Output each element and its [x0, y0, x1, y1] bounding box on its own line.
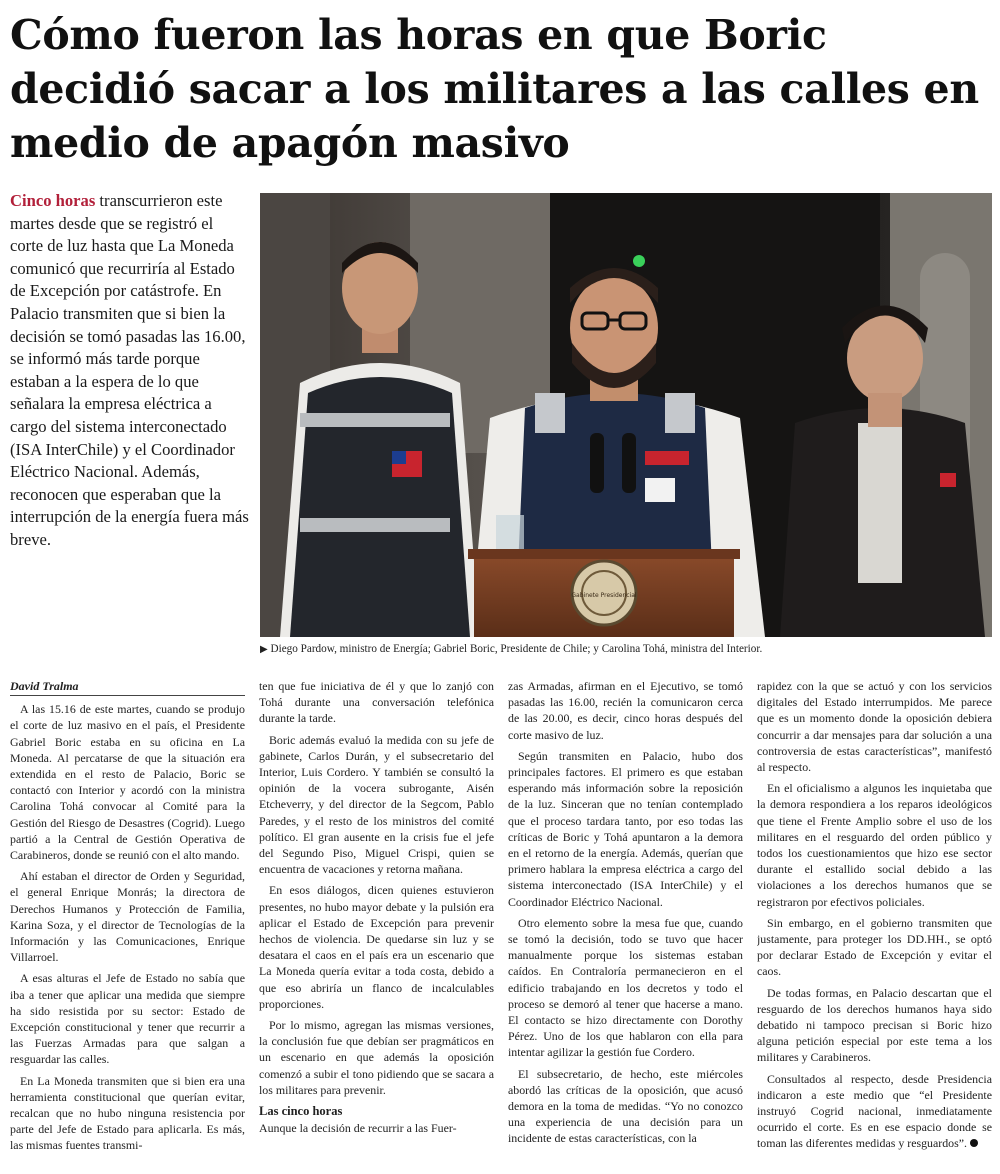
caption-text: Diego Pardow, ministro de Energía; Gabriel Boric, Presidente de Chile; y Carolina Tohá, ministra del Interior. [270, 643, 763, 655]
podium [468, 549, 740, 637]
article-column-3 [508, 678, 743, 1168]
paragraph: A esas alturas el Jefe de Estado no sabía que iba a tener que aplicar una medida que siempre ha sido resistida por su sector: Estado de Excepción constitucional y tener que recurrir a las Fuerzas Armadas para que salgan a resguardar las calles. [10, 971, 245, 1067]
lede-text: transcurrieron este martes desde que se registró el corte de luz hasta que La Moneda comunicó que recurriría al Estado de Excepción por catástrofe. En Palacio transmiten que si bien la decisión se tomó pasadas las 16.00, se informó más tarde porque estaban a la espera de lo que señalara la empresa eléctrica a cargo del sistema interconectado (ISA InterChile) y el Coordinador Eléctrico Nacional. Además, reconocen que esperaban que la interrupción de la energía fuera más breve. [10, 191, 249, 549]
green-light [633, 255, 645, 267]
paragraph: En el oficialismo a algunos les inquietaba que la demora respondiera a los reparos ideológicos que tiene el Frente Amplio sobre el uso de los militares en el resguardo del orden público y todos los cuestionamientos que hizo ese sector durante el estallido social debido a las violaciones a los derechos humanos que se registraron por efectivos policiales. [757, 781, 992, 909]
paragraph: Aunque la decisión de recurrir a las Fuer- [259, 1121, 457, 1136]
paragraph: Boric además evaluó la medida con su jefe de gabinete, Carlos Durán, y el subsecretario del Interior, Luis Cordero. Y también se consultó la opinión de la vocera subrogante, Aisén Etcheverry, y del director de la Segcom, Pablo Paredes, y el resto de los ministros del comité político. El gran ausente en la crisis fue el jefe del Segundo Piso, Miguel Crispi, quien se encuentra de vacaciones y retorna mañana. [259, 732, 494, 877]
subhead: Las cinco horas [259, 1104, 343, 1119]
end-mark-icon [970, 1139, 978, 1147]
paragraph: ten que fue iniciativa de él y que lo zanjó con Tohá durante una conversación telefónica durante la tarde. [259, 679, 494, 726]
paragraph: Por lo mismo, agregan las mismas versiones, la conclusión fue que debían ser pragmáticos en un escenario en que además la oposición comenzó a subir el tono pidiendo que se sacara a los militares para prevenir. [259, 1018, 494, 1097]
lede-kicker: Cinco horas [10, 191, 96, 210]
paragraph: Ahí estaban el director de Orden y Seguridad, el general Enrique Monrás; la directora de Derechos Humanos y Protección de Familia, Karina Soza, y el director de Tecnologías de la Información y las Comunicaciones, Enrique Villarroel. [10, 869, 245, 965]
paragraph [757, 1071, 992, 1152]
article-column-1 [10, 678, 245, 1168]
lede-paragraph [10, 190, 250, 552]
paragraph: En La Moneda transmiten que si bien era una herramienta constitucional que querían evitar, recalcan que no hubo ninguna resistencia por parte del Jefe de Estado para aplicarla. Es más, las mismas fuentes transmi- [10, 1073, 245, 1153]
paragraph: El subsecretario, de hecho, este miércoles abordó las críticas de la oposición, que acusó demora en la toma de medidas. “Yo no conozco una experiencia de una decisión para un incidente de estas características, con la [508, 1066, 743, 1146]
paragraph: De todas formas, en Palacio descartan que el resguardo de los derechos humanos haya sido debatido ni tampoco precisan si Boric hizo alguna petición especial por este tema a los militares y Carabineros. [757, 985, 992, 1065]
photo-caption [260, 641, 992, 658]
final-paragraph-text: Consultados al respecto, desde Presidencia indicaron a este medio que “el Presidente instruyó Cogrid nacional, inmediatamente ocurrido el corte. Es en ese espacio donde se toman las diferentes medidas y resguardos”. [757, 1071, 992, 1151]
paragraph: Otro elemento sobre la mesa fue que, cuando se tomó la decisión, todo se tuvo que hacer manualmente porque los sistemas estaban caídos. En Contraloría permanecieron en el edificio trabajando en los decretos y todo el proceso se demoró al tener que hacerse a mano. El contacto se hizo directamente con Dorothy Pérez. Uno de los que hablaron con ella para intentar agilizar la gestión fue Cordero. [508, 915, 743, 1060]
caption-triangle-icon: ▶ [260, 644, 268, 655]
paragraph: rapidez con la que se actuó y con los servicios digitales del Estado interrumpidos. Me parece que es un momento donde la oposición debiera concurrir a dar mensajes para dar solución a una controversia de estas características”, manifestó al respecto. [757, 679, 992, 775]
paragraph: A las 15.16 de este martes, cuando se produjo el corte de luz masivo en el país, el Presidente Gabriel Boric estaba en su oficina en La Moneda. Al percatarse de que la situación era extendida en el resto de Palacio, Boric se contactó con Interior y acordó con la ministra Carolina Tohá convocar al Comité para la Gestión del Riesgo de Desastres (Cogrid). Luego partió a la Central de Gestión Operativa de Carabineros, donde se reunió con el alto mando. [10, 702, 245, 863]
paragraph: En esos diálogos, dicen quienes estuvieron presentes, no hubo mayor debate y la pulsión era aplicar el Estado de Excepción para prevenir hechos de violencia. De quedarse sin luz y se desatara el caos en el país era un escenario que La Moneda quería evitar a toda costa, debido a que eso abriría un flanco de incalculables proporciones. [259, 883, 494, 1011]
paragraph: zas Armadas, afirman en el Ejecutivo, se tomó pasadas las 16.00, recién la comunicaron cerca de las 20.00, es decir, cinco horas después del corte masivo de luz. [508, 679, 743, 742]
podium-seal-text: Gabinete Presidencial [571, 592, 637, 599]
article-column-4 [757, 678, 992, 1168]
headline: Cómo fueron las horas en que Boric decidió sacar a los militares a las calles en medio de apagón masivo [10, 11, 979, 167]
article-column-2 [259, 678, 494, 1168]
paragraph: Según transmiten en Palacio, hubo dos principales factores. El primero es que estaban esperando más información sobre la reposición de la luz. Sinceran que no tenían contemplado que el proceso tardara tanto, por eso todas las críticas de Boric y Tohá apuntaron a la demora en el retorno de la energía. Además, querían que primero hablara la empresa eléctrica a cargo del sistema interconectado (ISA InterChile) y el Coordinador Eléctrico Nacional. [508, 748, 743, 909]
byline: David Tralma [10, 678, 245, 696]
paragraph: Sin embargo, en el gobierno transmiten que justamente, para proteger los DD.HH., se optó por declarar Estado de Excepción y evitar el caos. [757, 915, 992, 979]
news-photo [260, 193, 992, 637]
